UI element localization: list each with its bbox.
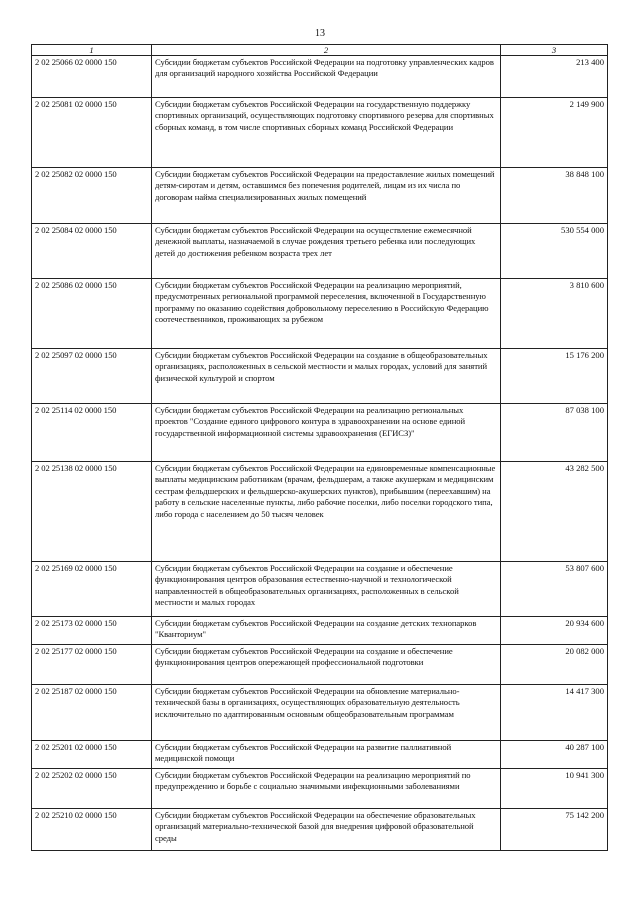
amount-cell: 20 082 000 bbox=[501, 645, 608, 685]
table-row bbox=[32, 809, 608, 851]
amount-cell: 2 149 900 bbox=[501, 98, 608, 168]
subsidy-description-cell: Субсидии бюджетам субъектов Российской Федерации на обновление материально-технической базы в организациях, осуществляющих образовательную деятельность исключительно по адаптированным основным общеобразовательным программам bbox=[152, 685, 501, 741]
column-header-name: 2 bbox=[152, 45, 501, 56]
budget-code-cell: 2 02 25114 02 0000 150 bbox=[32, 404, 152, 462]
subsidy-description-cell: Субсидии бюджетам субъектов Российской Федерации на реализацию мероприятий, предусмотренных региональной программой переселения, включенной в Государственную программу по оказанию содействия добровольному переселению в Российскую Федерацию соотечественников, проживающих за рубежом bbox=[152, 279, 501, 349]
table-row bbox=[32, 168, 608, 224]
amount-cell: 15 176 200 bbox=[501, 349, 608, 404]
budget-code-cell: 2 02 25202 02 0000 150 bbox=[32, 769, 152, 809]
table-row bbox=[32, 224, 608, 279]
subsidy-description-cell: Субсидии бюджетам субъектов Российской Федерации на реализацию региональных проектов "Создание единого цифрового контура в здравоохранении на основе единой государственной информационной системы здравоохранения (ЕГИСЗ)" bbox=[152, 404, 501, 462]
table-row bbox=[32, 462, 608, 562]
subsidy-description-cell: Субсидии бюджетам субъектов Российской Федерации на создание и обеспечение функционирования центров опережающей профессиональной подготовки bbox=[152, 645, 501, 685]
table-row bbox=[32, 769, 608, 809]
subsidy-description-cell: Субсидии бюджетам субъектов Российской Федерации на создание детских технопарков "Кванториум" bbox=[152, 617, 501, 645]
subsidy-description-cell: Субсидии бюджетам субъектов Российской Федерации на предоставление жилых помещений детям-сиротам и детям, оставшимся без попечения родителей, лицам из их числа по договорам найма специализированных жилых помещений bbox=[152, 168, 501, 224]
table-row bbox=[32, 562, 608, 617]
budget-code-cell: 2 02 25187 02 0000 150 bbox=[32, 685, 152, 741]
column-header-code: 1 bbox=[32, 45, 152, 56]
subsidy-description-cell: Субсидии бюджетам субъектов Российской Федерации на обеспечение образовательных организаций материально-технической базой для внедрения цифровой образовательной среды bbox=[152, 809, 501, 851]
page-number: 13 bbox=[315, 28, 325, 39]
table-row bbox=[32, 404, 608, 462]
table-row bbox=[32, 741, 608, 769]
subsidy-description-cell: Субсидии бюджетам субъектов Российской Федерации на единовременные компенсационные выплаты медицинским работникам (врачам, фельдшерам, а также акушеркам и медицинским сестрам фельдшерских и фельдшерско-акушерских пунктов), прибывшим (переехавшим) на работу в сельские населенные пункты, либо рабочие поселки, либо поселки городского типа, либо города с населением до 50 тысяч человек bbox=[152, 462, 501, 562]
budget-code-cell: 2 02 25177 02 0000 150 bbox=[32, 645, 152, 685]
subsidy-description-cell: Субсидии бюджетам субъектов Российской Федерации на государственную поддержку спортивных организаций, осуществляющих подготовку спортивного резерва для спортивных сборных команд, в том числе спортивных сборных команд Российской Федерации bbox=[152, 98, 501, 168]
table-row bbox=[32, 617, 608, 645]
budget-code-cell: 2 02 25201 02 0000 150 bbox=[32, 741, 152, 769]
budget-code-cell: 2 02 25082 02 0000 150 bbox=[32, 168, 152, 224]
column-header-amount: 3 bbox=[501, 45, 608, 56]
amount-cell: 10 941 300 bbox=[501, 769, 608, 809]
budget-code-cell: 2 02 25086 02 0000 150 bbox=[32, 279, 152, 349]
amount-cell: 43 282 500 bbox=[501, 462, 608, 562]
budget-table bbox=[31, 44, 608, 851]
subsidy-description-cell: Субсидии бюджетам субъектов Российской Федерации на осуществление ежемесячной денежной выплаты, назначаемой в случае рождения третьего ребенка или последующих детей до достижения ребенком возраста трех лет bbox=[152, 224, 501, 279]
subsidy-description-cell: Субсидии бюджетам субъектов Российской Федерации на создание и обеспечение функционирования центров образования естественно-научной и технологической направленностей в общеобразовательных организациях, расположенных в сельской местности и малых городах bbox=[152, 562, 501, 617]
budget-code-cell: 2 02 25084 02 0000 150 bbox=[32, 224, 152, 279]
budget-code-cell: 2 02 25173 02 0000 150 bbox=[32, 617, 152, 645]
budget-code-cell: 2 02 25138 02 0000 150 bbox=[32, 462, 152, 562]
budget-code-cell: 2 02 25097 02 0000 150 bbox=[32, 349, 152, 404]
budget-code-cell: 2 02 25169 02 0000 150 bbox=[32, 562, 152, 617]
amount-cell: 3 810 600 bbox=[501, 279, 608, 349]
subsidy-description-cell: Субсидии бюджетам субъектов Российской Федерации на развитие паллиативной медицинской помощи bbox=[152, 741, 501, 769]
amount-cell: 38 848 100 bbox=[501, 168, 608, 224]
table-body bbox=[32, 45, 608, 851]
amount-cell: 75 142 200 bbox=[501, 809, 608, 851]
amount-cell: 40 287 100 bbox=[501, 741, 608, 769]
table-row bbox=[32, 645, 608, 685]
amount-cell: 213 400 bbox=[501, 56, 608, 98]
table-row bbox=[32, 56, 608, 98]
table-row bbox=[32, 349, 608, 404]
budget-code-cell: 2 02 25066 02 0000 150 bbox=[32, 56, 152, 98]
amount-cell: 20 934 600 bbox=[501, 617, 608, 645]
amount-cell: 14 417 300 bbox=[501, 685, 608, 741]
table-row bbox=[32, 685, 608, 741]
table-row bbox=[32, 279, 608, 349]
amount-cell: 530 554 000 bbox=[501, 224, 608, 279]
budget-code-cell: 2 02 25210 02 0000 150 bbox=[32, 809, 152, 851]
amount-cell: 53 807 600 bbox=[501, 562, 608, 617]
subsidy-description-cell: Субсидии бюджетам субъектов Российской Федерации на создание в общеобразовательных организациях, расположенных в сельской местности и малых городах, условий для занятий физической культурой и спортом bbox=[152, 349, 501, 404]
subsidy-description-cell: Субсидии бюджетам субъектов Российской Федерации на реализацию мероприятий по предупреждению и борьбе с социально значимыми инфекционными заболеваниями bbox=[152, 769, 501, 809]
subsidy-description-cell: Субсидии бюджетам субъектов Российской Федерации на подготовку управленческих кадров для организаций народного хозяйства Российской Федерации bbox=[152, 56, 501, 98]
table-row bbox=[32, 98, 608, 168]
amount-cell: 87 038 100 bbox=[501, 404, 608, 462]
table-header-row bbox=[32, 45, 608, 56]
budget-code-cell: 2 02 25081 02 0000 150 bbox=[32, 98, 152, 168]
